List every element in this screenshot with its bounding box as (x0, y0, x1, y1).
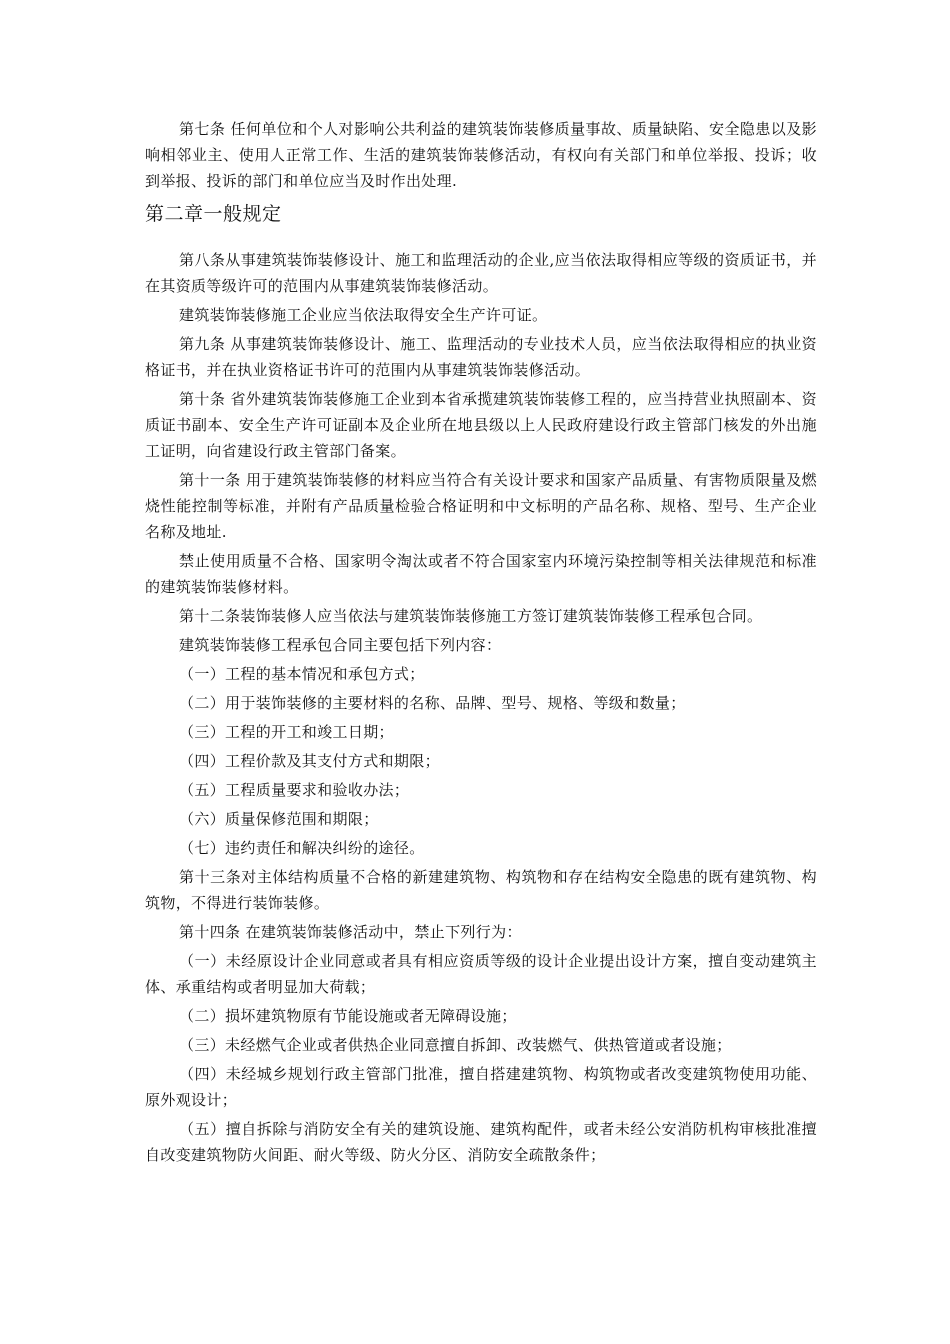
article-11-paragraph: 第十一条 用于建筑装饰装修的材料应当符合有关设计要求和国家产品质量、有害物质限量及燃烧性能控制等标准，并附有产品质量检验合格证明和中文标明的产品名称、规格、型号、生产企业名称及地址. (145, 471, 817, 541)
article-13-paragraph: 第十三条对主体结构质量不合格的新建建筑物、构筑物和存在结构安全隐患的既有建筑物、构筑物，不得进行装饰装修。 (145, 868, 817, 912)
prohibited-item-3: （三）未经燃气企业或者供热企业同意擅自拆卸、改装燃气、供热管道或者设施； (179, 1036, 732, 1054)
safety-license-paragraph: 建筑装饰装修施工企业应当依法取得安全生产许可证。 (179, 306, 548, 324)
contract-item-1: （一）工程的基本情况和承包方式； (179, 665, 425, 683)
article-7-paragraph: 第七条 任何单位和个人对影响公共利益的建筑装饰装修质量事故、质量缺陷、安全隐患以及影响相邻业主、使用人正常工作、生活的建筑装饰装修活动，有权向有关部门和单位举报、投诉；收到举报、投诉的部门和单位应当及时作出处理. (145, 120, 817, 190)
article-9-paragraph: 第九条 从事建筑装饰装修设计、施工、监理活动的专业技术人员，应当依法取得相应的执业资格证书，并在执业资格证书许可的范围内从事建筑装饰装修活动。 (145, 335, 817, 379)
contract-contents-paragraph: 建筑装饰装修工程承包合同主要包括下列内容： (179, 636, 502, 654)
article-14-paragraph: 第十四条 在建筑装饰装修活动中，禁止下列行为： (179, 923, 522, 941)
contract-item-4: （四）工程价款及其支付方式和期限； (179, 752, 440, 770)
document-body (145, 116, 817, 1171)
contract-item-2: （二）用于装饰装修的主要材料的名称、品牌、型号、规格、等级和数量； (179, 694, 686, 712)
contract-item-5: （五）工程质量要求和验收办法； (179, 781, 410, 799)
prohibited-item-1: （一）未经原设计企业同意或者具有相应资质等级的设计企业提出设计方案，擅自变动建筑主体、承重结构或者明显加大荷载； (145, 952, 817, 996)
chapter-title: 第二章一般规定 (145, 203, 282, 225)
material-prohibition-paragraph: 禁止使用质量不合格、国家明令淘汰或者不符合国家室内环境污染控制等相关法律规范和标准的建筑装饰装修材料。 (145, 552, 817, 596)
article-12-paragraph: 第十二条装饰装修人应当依法与建筑装饰装修施工方签订建筑装饰装修工程承包合同。 (179, 607, 763, 625)
prohibited-item-5: （五）擅自拆除与消防安全有关的建筑设施、建筑构配件，或者未经公安消防机构审核批准擅自改变建筑物防火间距、耐火等级、防火分区、消防安全疏散条件； (145, 1120, 817, 1164)
contract-item-3: （三）工程的开工和竣工日期； (179, 723, 394, 741)
prohibited-item-4: （四）未经城乡规划行政主管部门批准，擅自搭建建筑物、构筑物或者改变建筑物使用功能、原外观设计； (145, 1065, 817, 1109)
article-8-paragraph: 第八条从事建筑装饰装修设计、施工和监理活动的企业,应当依法取得相应等级的资质证书，并在其资质等级许可的范围内从事建筑装饰装修活动。 (145, 251, 817, 295)
article-10-paragraph: 第十条 省外建筑装饰装修施工企业到本省承揽建筑装饰装修工程的，应当持营业执照副本、资质证书副本、安全生产许可证副本及企业所在地县级以上人民政府建设行政主管部门核发的外出施工证明，向省建设行政主管部门备案。 (145, 390, 817, 460)
contract-item-6: （六）质量保修范围和期限； (179, 810, 379, 828)
prohibited-item-2: （二）损坏建筑物原有节能设施或者无障碍设施； (179, 1007, 517, 1025)
contract-item-7: （七）违约责任和解决纠纷的途径。 (179, 839, 425, 857)
